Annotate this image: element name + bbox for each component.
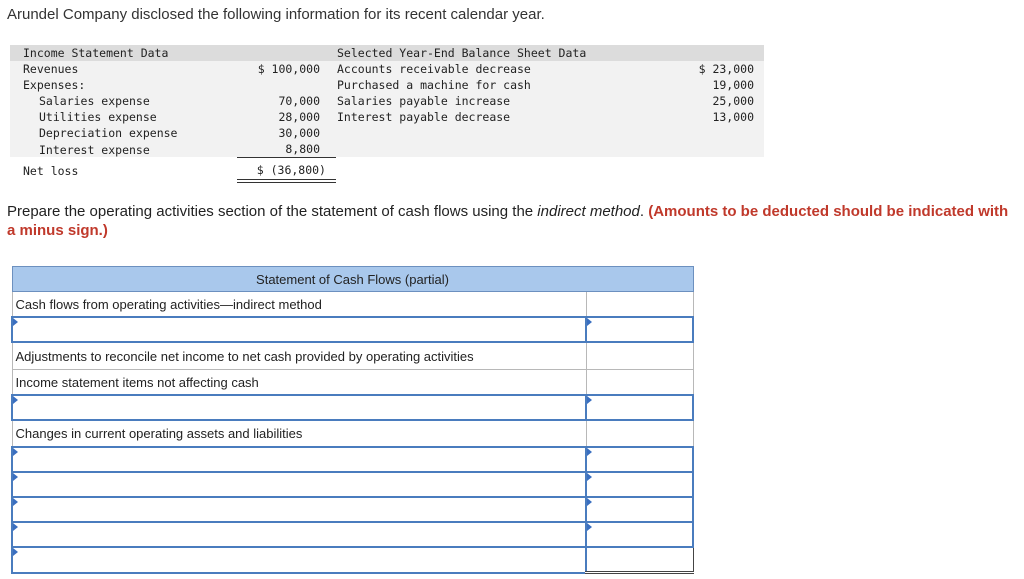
income-statement-header: Income Statement Data — [23, 46, 169, 60]
balance-item-value: 25,000 — [712, 94, 754, 108]
amount-input[interactable] — [587, 473, 696, 498]
empty-cell — [586, 370, 693, 396]
section-operating-label: Cash flows from operating activities—indirect method — [12, 292, 586, 318]
line-item-dropdown[interactable] — [12, 472, 586, 497]
instructions — [7, 202, 1017, 240]
dropdown-arrow-icon — [587, 523, 592, 531]
expense-value: 28,000 — [278, 110, 320, 124]
net-loss-value: $ (36,800) — [256, 163, 326, 177]
balance-item-value: 19,000 — [712, 78, 754, 92]
line-item-dropdown[interactable] — [12, 447, 586, 472]
amount-input[interactable] — [587, 448, 696, 473]
line-item-dropdown[interactable] — [12, 497, 586, 522]
amount-cell[interactable] — [586, 317, 693, 342]
dropdown-arrow-icon — [13, 448, 18, 456]
amount-cell[interactable] — [586, 472, 693, 497]
dropdown-arrow-icon — [587, 473, 592, 481]
line-item-input[interactable] — [13, 448, 589, 473]
line-item-input[interactable] — [13, 396, 589, 421]
total-amount-input[interactable] — [587, 548, 697, 573]
line-item-dropdown[interactable] — [12, 522, 586, 547]
balance-sheet-header: Selected Year-End Balance Sheet Data — [337, 46, 587, 60]
balance-item-label: Accounts receivable decrease — [337, 62, 531, 76]
expenses-label: Expenses: — [23, 78, 86, 92]
line-item-dropdown[interactable] — [12, 317, 586, 342]
total-double-rule — [237, 179, 336, 183]
dropdown-arrow-icon — [13, 548, 18, 556]
dropdown-arrow-icon — [587, 448, 592, 456]
dropdown-arrow-icon — [13, 523, 18, 531]
total-amount-cell[interactable] — [586, 547, 693, 573]
expense-value: 8,800 — [285, 142, 320, 156]
amount-input[interactable] — [587, 498, 696, 523]
dropdown-arrow-icon — [587, 396, 592, 404]
expense-label: Depreciation expense — [39, 126, 178, 140]
intro-text: Arundel Company disclosed the following information for its recent calendar year. — [7, 6, 545, 23]
expense-value: 30,000 — [278, 126, 320, 140]
section-changes-label: Changes in current operating assets and liabilities — [12, 420, 586, 447]
empty-cell — [586, 292, 693, 318]
amount-cell[interactable] — [586, 497, 693, 522]
expense-label: Salaries expense — [39, 94, 150, 108]
instructions-text: . — [639, 203, 649, 220]
amount-input[interactable] — [587, 318, 696, 343]
section-adjustments-label: Adjustments to reconcile net income to net cash provided by operating activities — [12, 342, 586, 370]
balance-item-label: Interest payable decrease — [337, 110, 511, 124]
expense-label: Interest expense — [39, 143, 150, 157]
balance-item-value: 13,000 — [712, 110, 754, 124]
balance-item-value: $ 23,000 — [698, 62, 754, 76]
dropdown-arrow-icon — [13, 498, 18, 506]
balance-item-label: Purchased a machine for cash — [337, 78, 531, 92]
balance-item-label: Salaries payable increase — [337, 94, 511, 108]
amount-cell[interactable] — [586, 395, 693, 420]
expense-value: 70,000 — [278, 94, 320, 108]
empty-cell — [586, 342, 693, 370]
dropdown-arrow-icon — [587, 318, 592, 326]
instructions-requirement: (Amounts to be deducted should be indicated with a minus sign.) — [7, 203, 1009, 239]
dropdown-arrow-icon — [13, 473, 18, 481]
revenues-value: $ 100,000 — [257, 62, 320, 76]
amount-cell[interactable] — [586, 522, 693, 547]
line-item-input[interactable] — [13, 523, 589, 548]
empty-cell — [586, 420, 693, 447]
instructions-text: Prepare the operating activities section of the statement of cash flows using the — [7, 203, 538, 220]
expense-label: Utilities expense — [39, 110, 157, 124]
table-title: Statement of Cash Flows (partial) — [12, 267, 693, 292]
amount-cell[interactable] — [586, 447, 693, 472]
dropdown-arrow-icon — [13, 318, 18, 326]
dropdown-arrow-icon — [13, 396, 18, 404]
line-item-input[interactable] — [13, 318, 589, 343]
amount-input[interactable] — [587, 523, 696, 548]
line-item-input[interactable] — [13, 548, 589, 574]
line-item-dropdown[interactable] — [12, 547, 586, 573]
line-item-dropdown[interactable] — [12, 395, 586, 420]
instructions-method: indirect method — [537, 203, 640, 220]
dropdown-arrow-icon — [587, 498, 592, 506]
line-item-input[interactable] — [13, 498, 589, 523]
line-item-input[interactable] — [13, 473, 589, 498]
section-noncash-label: Income statement items not affecting cash — [12, 370, 586, 396]
revenues-label: Revenues — [23, 62, 79, 76]
cash-flow-table — [11, 266, 694, 574]
amount-input[interactable] — [587, 396, 696, 421]
net-loss-label: Net loss — [23, 164, 79, 178]
subtotal-rule — [237, 157, 336, 158]
